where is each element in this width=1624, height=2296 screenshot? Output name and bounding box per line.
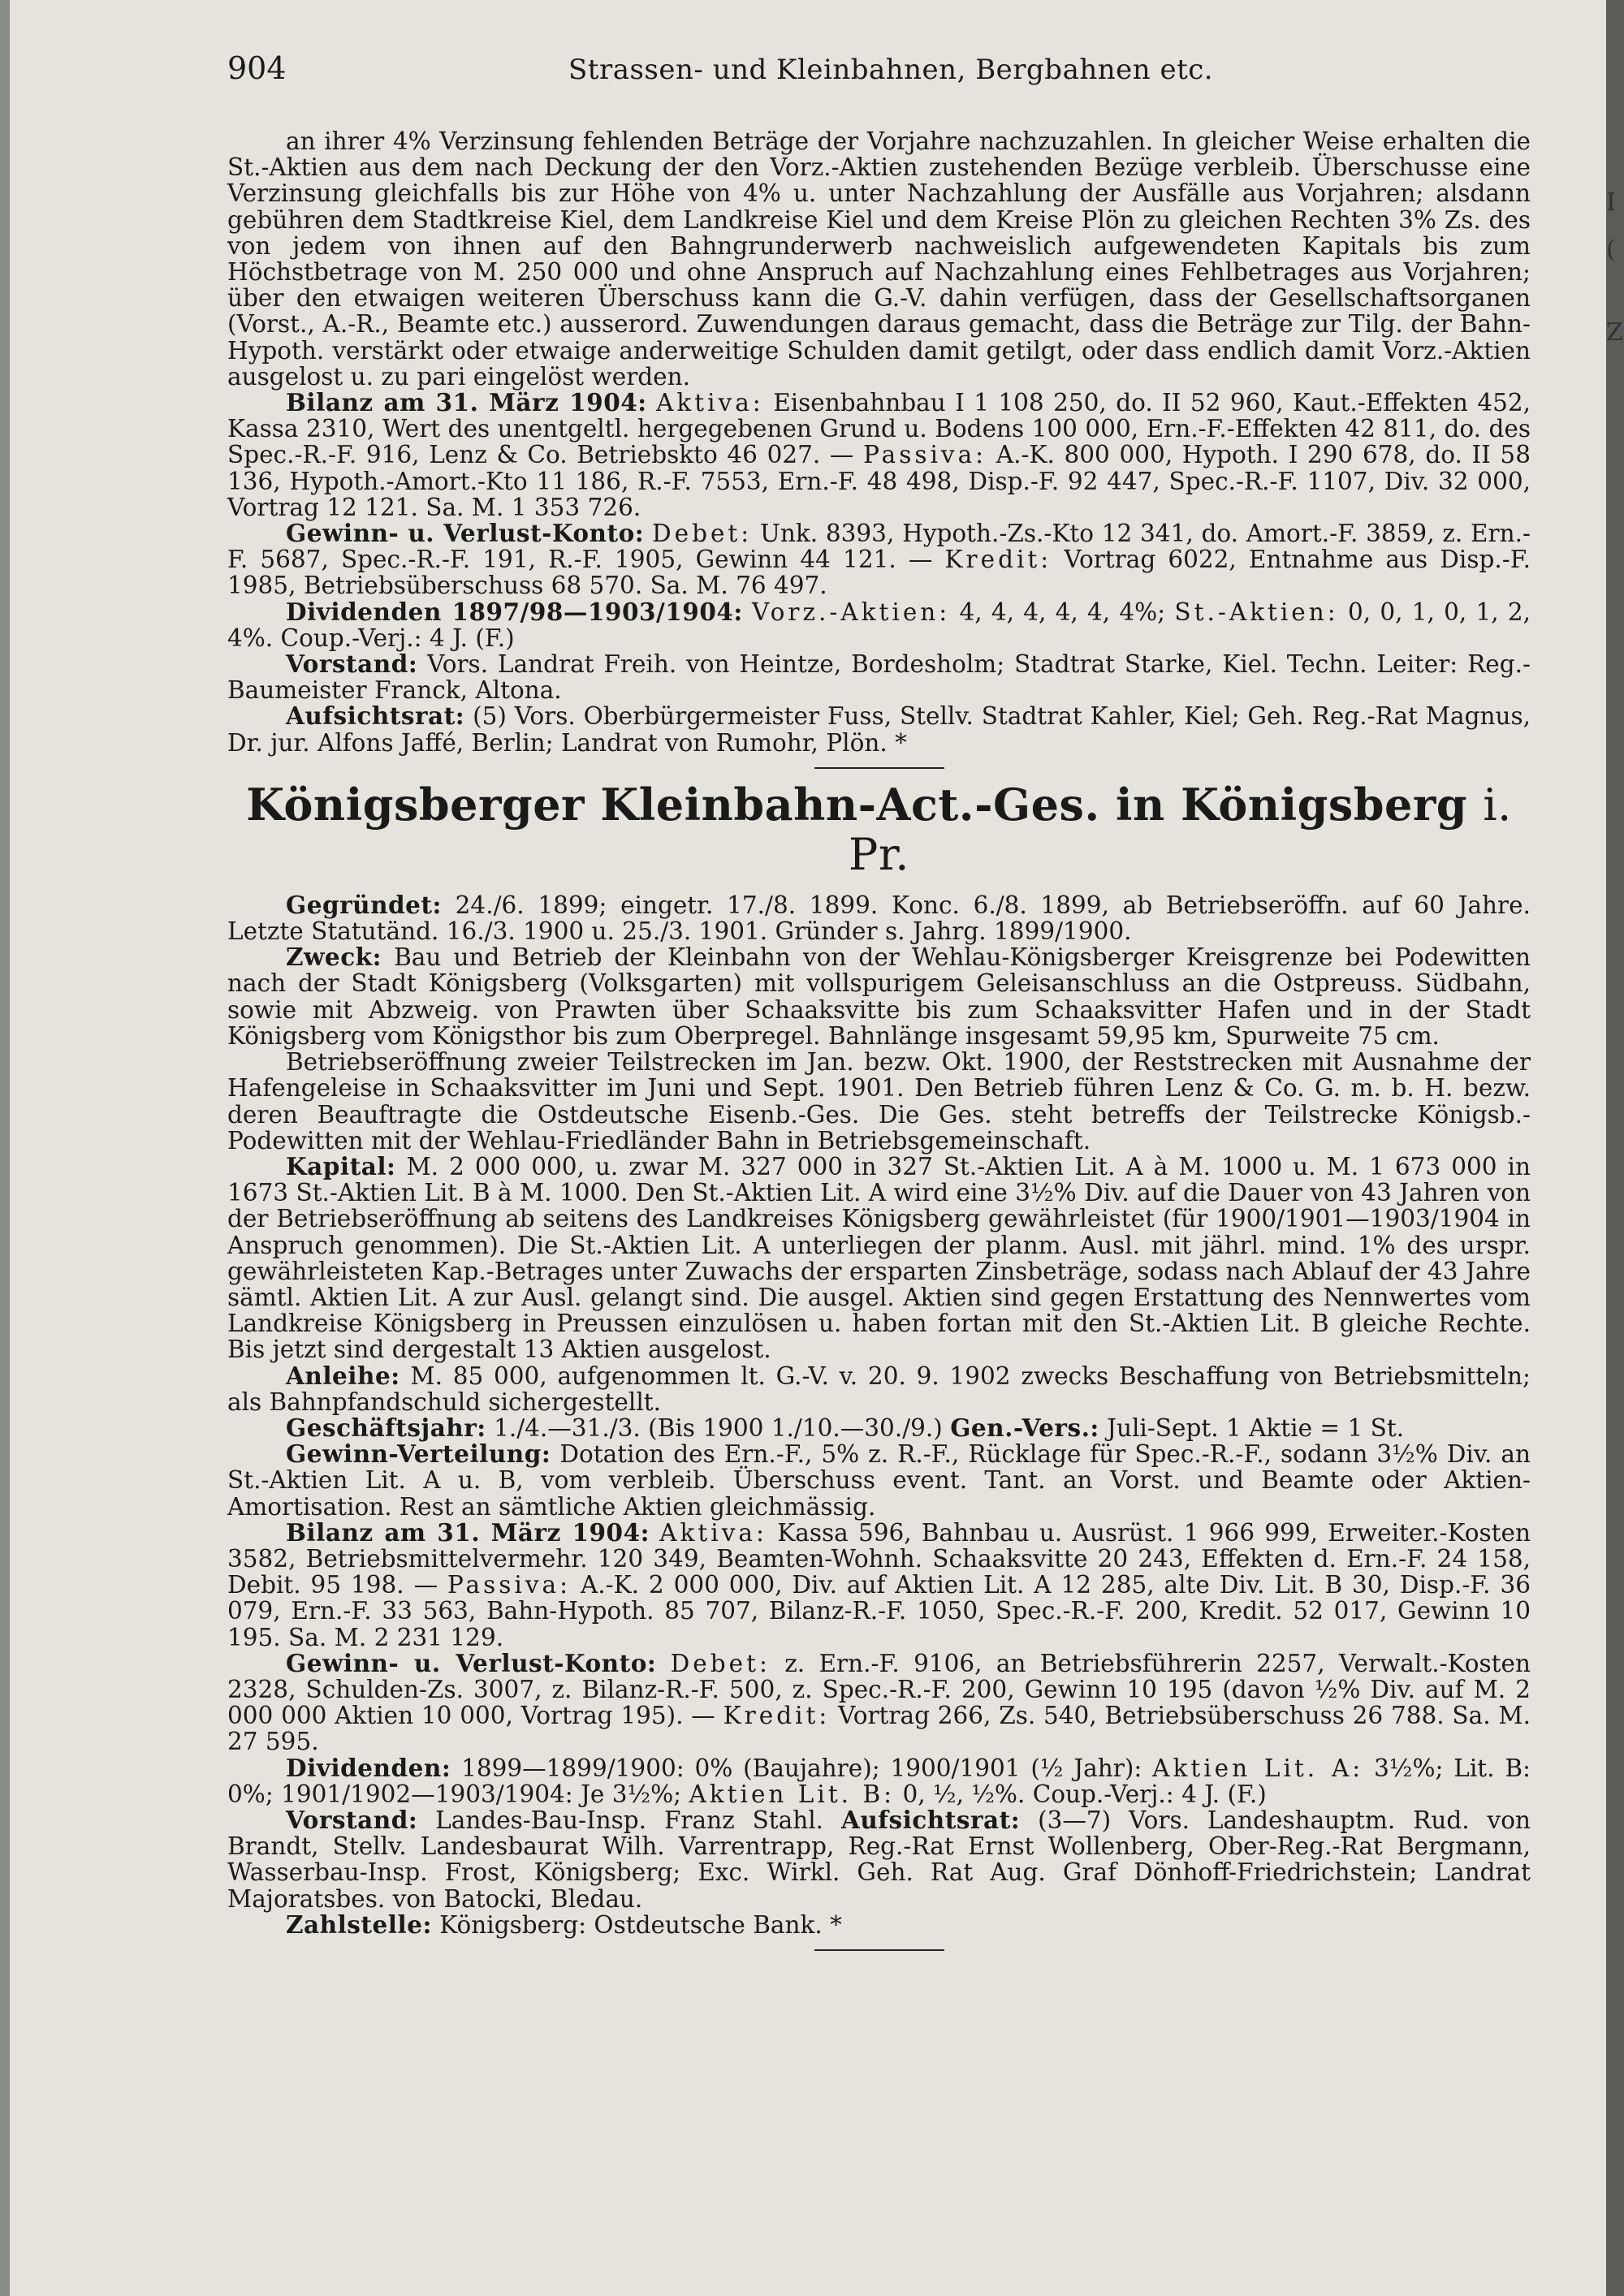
section-text: 0, 0, 1, 0, 1, 2, 4%. Coup.-Verj.: 4 J. (F.) xyxy=(227,598,1531,652)
section-text: 24./6. 1899; eingetr. 17./8. 1899. Konc. 6./8. 1899, ab Betriebseröffn. auf 60 Jahre. Letzte Statutänd. 16./3. 1900 u. 25./3. 1901. Gründer s. Jahrg. 1899/1900. xyxy=(227,891,1531,946)
section-label: Kapital: xyxy=(286,1151,396,1180)
term-label: Debet: xyxy=(670,1649,771,1677)
term-label: Debet: xyxy=(651,520,753,548)
section-text: 1./4.—31./3. (Bis 1900 1./10.—30./9.) xyxy=(494,1413,943,1442)
section-divider xyxy=(814,767,944,769)
section-text: M. 2 000 000, u. zwar M. 327 000 in 327 St.-Aktien Lit. A à M. 1000 u. M. 1 673 000 in 1673 St.-Aktien Lit. B à M. 1000. Den St.-Aktien Lit. A wird eine 3½% Div. auf die Dauer von 43 Jahren von der Betriebseröffnung ab seitens des Landkreises Königsberg gewährleistet (für 1900/1901—1903/1904 in Anspruch genommen). Die St.-Aktien Lit. A unterliegen der planm. Ausl. mit jährl. mind. 1% des urspr. gewährleisteten Kap.-Betrages unter Zuwachs der ersparten Zinsbeträge, sodass nach Ablauf der 43 Jahre sämtl. Aktien Lit. A zur Ausl. gelangt sind. Die ausgel. Aktien sind gegen Erstattung des Nennwertes vom Landkreise Königsberg in Preussen einzulösen u. haben fortan mit den St.-Aktien Lit. B gleiche Rechte. Bis jetzt sind dergestalt 13 Aktien ausgelost. xyxy=(227,1152,1531,1364)
section-label: Gewinn- u. Verlust-Konto: xyxy=(286,1648,657,1677)
margin-bleed-char: Z xyxy=(1606,318,1623,347)
page-body xyxy=(227,128,1531,1959)
section-text: 3½%; Lit. B: 0%; 1901/1902—1903/1904: Je 3½%; xyxy=(227,1754,1531,1808)
section-text: (5) Vors. Oberbürgermeister Fuss, Stellv. Stadtrat Kahler, Kiel; Geh. Reg.-Rat Magnus, Dr. jur. Alfons Jaffé, Berlin; Landrat von Rumohr, Plön. * xyxy=(227,702,1531,757)
prev-bilanz xyxy=(227,390,1531,520)
section-text: (3—7) Vors. Landeshauptm. Rud. von Brandt, Stellv. Landesbaurat Wilh. Varrentrapp, Reg.-Rat Ernst Wollenberg, Ober-Reg.-Rat Bergmann, Wasserbau-Insp. Frost, Königsberg; Exc. Wirkl. Geh. Rat Aug. Graf Dönhoff-Friedrichstein; Landrat Majoratsbes. von Batocki, Bledau. xyxy=(227,1806,1531,1913)
section-text: Dotation des Ern.-F., 5% z. R.-F., Rücklage für Spec.-R.-F., sodann 3½% Div. an St.-Aktien Lit. A u. B, vom verbleib. Überschuss event. Tant. an Vorst. und Beamte oder Aktien-Amortisation. Rest an sämtliche Aktien gleichmässig. xyxy=(227,1440,1531,1521)
term-label: St.-Aktien: xyxy=(1174,598,1339,626)
section-text: 4, 4, 4, 4, 4, 4%; xyxy=(959,598,1166,626)
vorstand-aufsichtsrat xyxy=(227,1807,1531,1912)
section-label: Zweck: xyxy=(286,943,382,972)
section-label: Dividenden: xyxy=(286,1753,451,1782)
section-label: Vorstand: xyxy=(286,650,418,679)
section-label: Vorstand: xyxy=(286,1805,418,1834)
prev-entry-paragraph: an ihrer 4% Verzinsung fehlenden Beträge der Vorjahre nachzuzahlen. In gleicher Weise erhalten die St.-Aktien aus dem nach Deckung der den Vorz.-Aktien zustehenden Bezüge verbleib. Überschusse eine Verzinsung gleichfalls bis zur Höhe von 4% u. unter Nachzahlung der Ausfälle aus Vorjahren; alsdann gebühren dem Stadtkreise Kiel, dem Landkreise Kiel und dem Kreise Plön zu gleichen Rechten 3% Zs. des von jedem von ihnen auf den Bahngrunderwerb nachweislich aufgewendeten Kapitals bis zum Höchstbetrage von M. 250 000 und ohne Anspruch auf Nachzahlung eines Fehlbetrages aus Vorjahren; über den etwaigen weiteren Überschuss kann die G.-V. dahin verfügen, dass der Gesellschaftsorganen (Vorst., A.-R., Beamte etc.) ausserord. Zuwendungen daraus gemacht, dass die Beträge zur Tilg. der Bahn-Hypoth. verstärkt oder etwaige anderweitige Schulden damit getilgt, oder dass endlich damit Vorz.-Aktien ausgelost u. zu pari eingelöst werden. xyxy=(227,127,1531,391)
margin-bleed-char: ( xyxy=(1606,235,1616,264)
section-text: A.-K. 2 000 000, Div. auf Aktien Lit. A 12 285, alte Div. Lit. B 30, Disp.-F. 36 079, Ern.-F. 33 563, Bahn-Hypoth. 85 707, Bilanz-R.-F. 1050, Spec.-R.-F. 200, Kredit. 52 017, Gewinn 10 195. Sa. M. 2 231 129. xyxy=(227,1571,1531,1651)
term-label: Passiva: xyxy=(863,441,987,469)
section-label: Dividenden 1897/98—1903/1904: xyxy=(286,597,743,626)
zahlstelle xyxy=(227,1912,1531,1938)
section-label: Aufsichtsrat: xyxy=(840,1805,1021,1834)
bilanz xyxy=(227,1517,1531,1651)
term-label: Kredit: xyxy=(723,1702,831,1730)
section-label: Bilanz am 31. März 1904: xyxy=(286,1517,650,1547)
section-label: Geschäftsjahr: xyxy=(286,1413,486,1442)
prev-guv xyxy=(227,520,1531,599)
page-edge-left xyxy=(0,0,10,2296)
section-text: Landes-Bau-Insp. Franz Stahl. xyxy=(435,1806,824,1834)
dividenden xyxy=(227,1755,1531,1807)
gegruendet xyxy=(227,892,1531,944)
section-text: 0, ½, ½%. Coup.-Verj.: 4 J. (F.) xyxy=(902,1780,1267,1808)
section-text: z. Ern.-F. 9106, an Betriebsführerin 2257, Verwalt.-Kosten 2328, Schulden-Zs. 3007, z. Bilanz-R.-F. 500, z. Spec.-R.-F. 200, Gewinn 10 195 (davon ½% Div. auf M. 2 000 000 Aktien 10 000, Vortrag 195). — xyxy=(227,1649,1531,1730)
page-number: 904 xyxy=(227,50,287,86)
section-text: Kassa 596, Bahnbau u. Ausrüst. 1 966 999, Erweiter.-Kosten 3582, Betriebsmittelvermehr. 120 349, Beamten-Wohnh. Schaaksvitte 20 243, Effekten d. Ern.-F. 24 158, Debit. 95 198. — xyxy=(227,1518,1531,1599)
section-text: Eisenbahnbau I 1 108 250, do. II 52 960, Kaut.-Effekten 452, Kassa 2310, Wert des unentgeltl. hergegebenen Grund u. Bodens 100 000, Ern.-F.-Effekten 42 811, do. des Spec.-R.-F. 916, Lenz & Co. Betriebskto 46 027. — xyxy=(227,389,1531,469)
zweck xyxy=(227,944,1531,1049)
section-text: Königsberg: Ostdeutsche Bank. * xyxy=(439,1910,842,1939)
section-text: Vors. Landrat Freih. von Heintze, Bordesholm; Stadtrat Starke, Kiel. Techn. Leiter: Reg.-Baumeister Franck, Altona. xyxy=(227,650,1531,705)
section-text: A.-K. 800 000, Hypoth. I 290 678, do. II 58 136, Hypoth.-Amort.-Kto 11 186, R.-F. 7553, Ern.-F. 48 498, Disp.-F. 92 447, Spec.-R.-F. 1107, Div. 32 000, Vortrag 12 121. Sa. M. 1 353 726. xyxy=(227,441,1531,521)
section-label: Gewinn- u. Verlust-Konto: xyxy=(286,519,645,548)
section-text: Bau und Betrieb der Kleinbahn von der Wehlau-Königsberger Kreisgrenze bei Podewitten nach der Stadt Königsberg (Volksgarten) mit vollspurigem Geleisanschluss an die Ostpreuss. Südbahn, sowie mit Abzweig. von Prawten über Schaaksvitte bis zum Schaaksvitter Hafen und in der Stadt Königsberg vom Königsthor bis zum Oberpregel. Bahnlänge insgesamt 59,95 km, Spurweite 75 cm. xyxy=(227,943,1531,1050)
running-title: Strassen- und Kleinbahnen, Bergbahnen etc. xyxy=(568,54,1214,86)
term-label: Aktien Lit. A: xyxy=(1152,1754,1364,1782)
anleihe xyxy=(227,1363,1531,1415)
section-label: Anleihe: xyxy=(286,1361,400,1390)
company-title-suffix: i. Pr. xyxy=(849,779,1512,880)
term-label: Passiva: xyxy=(447,1571,572,1599)
gewinn-verlust-konto xyxy=(227,1648,1531,1756)
term-label: Aktiva: xyxy=(659,1518,767,1547)
company-title xyxy=(227,780,1531,879)
section-label: Gen.-Vers.: xyxy=(950,1413,1099,1442)
section-text: Vortrag 266, Zs. 540, Betriebsüberschuss 26 788. Sa. M. 27 595. xyxy=(227,1702,1531,1756)
section-text: M. 85 000, aufgenommen lt. G.-V. v. 20. 9. 1902 zwecks Beschaffung von Betriebsmitteln; als Bahnpfandschuld sichergestellt. xyxy=(227,1362,1531,1416)
section-label: Aufsichtsrat: xyxy=(286,701,465,731)
section-text: Juli-Sept. 1 Aktie = 1 St. xyxy=(1107,1413,1405,1442)
kapital xyxy=(227,1151,1531,1364)
term-label: Aktiva: xyxy=(656,389,764,417)
section-label: Bilanz am 31. März 1904: xyxy=(286,388,647,417)
section-text: Vortrag 6022, Entnahme aus Disp.-F. 1985, Betriebsüberschuss 68 570. Sa. M. 76 497. xyxy=(227,546,1531,600)
geschaeftsjahr xyxy=(227,1415,1531,1441)
margin-bleed-char: I xyxy=(1606,188,1616,217)
section-label: Gegründet: xyxy=(286,890,442,919)
section-text: Unk. 8393, Hypoth.-Zs.-Kto 12 341, do. Amort.-F. 3859, z. Ern.-F. 5687, Spec.-R.-F. 191, R.-F. 1905, Gewinn 44 121. — xyxy=(227,520,1531,574)
section-label: Zahlstelle: xyxy=(286,1910,432,1939)
section-text: 1899—1899/1900: 0% (Baujahre); 1900/1901 (½ Jahr): xyxy=(461,1754,1142,1782)
prev-dividenden xyxy=(227,599,1531,651)
company-name: Königsberger Kleinbahn-Act.-Ges. in Königsberg xyxy=(246,778,1468,831)
term-label: Aktien Lit. B: xyxy=(689,1780,896,1808)
section-divider xyxy=(814,1949,944,1951)
betriebseroeffnung: Betriebseröffnung zweier Teilstrecken im Jan. bezw. Okt. 1900, der Reststrecken mit Ausnahme der Hafengeleise in Schaaksvitter im Juni und Sept. 1901. Den Betrieb führen Lenz & Co. G. m. b. H. bezw. deren Beauftragte die Ostdeutsche Eisenb.-Ges. Die Ges. steht betreffs der Teilstrecke Königsb.-Podewitten mit der Wehlau-Friedländer Bahn in Betriebsgemeinschaft. xyxy=(227,1048,1531,1154)
gewinn-verteilung xyxy=(227,1441,1531,1520)
prev-aufsichtsrat xyxy=(227,703,1531,755)
section-label: Gewinn-Verteilung: xyxy=(286,1439,551,1469)
term-label: Vorz.-Aktien: xyxy=(752,598,951,626)
prev-vorstand xyxy=(227,651,1531,703)
term-label: Kredit: xyxy=(944,546,1052,574)
